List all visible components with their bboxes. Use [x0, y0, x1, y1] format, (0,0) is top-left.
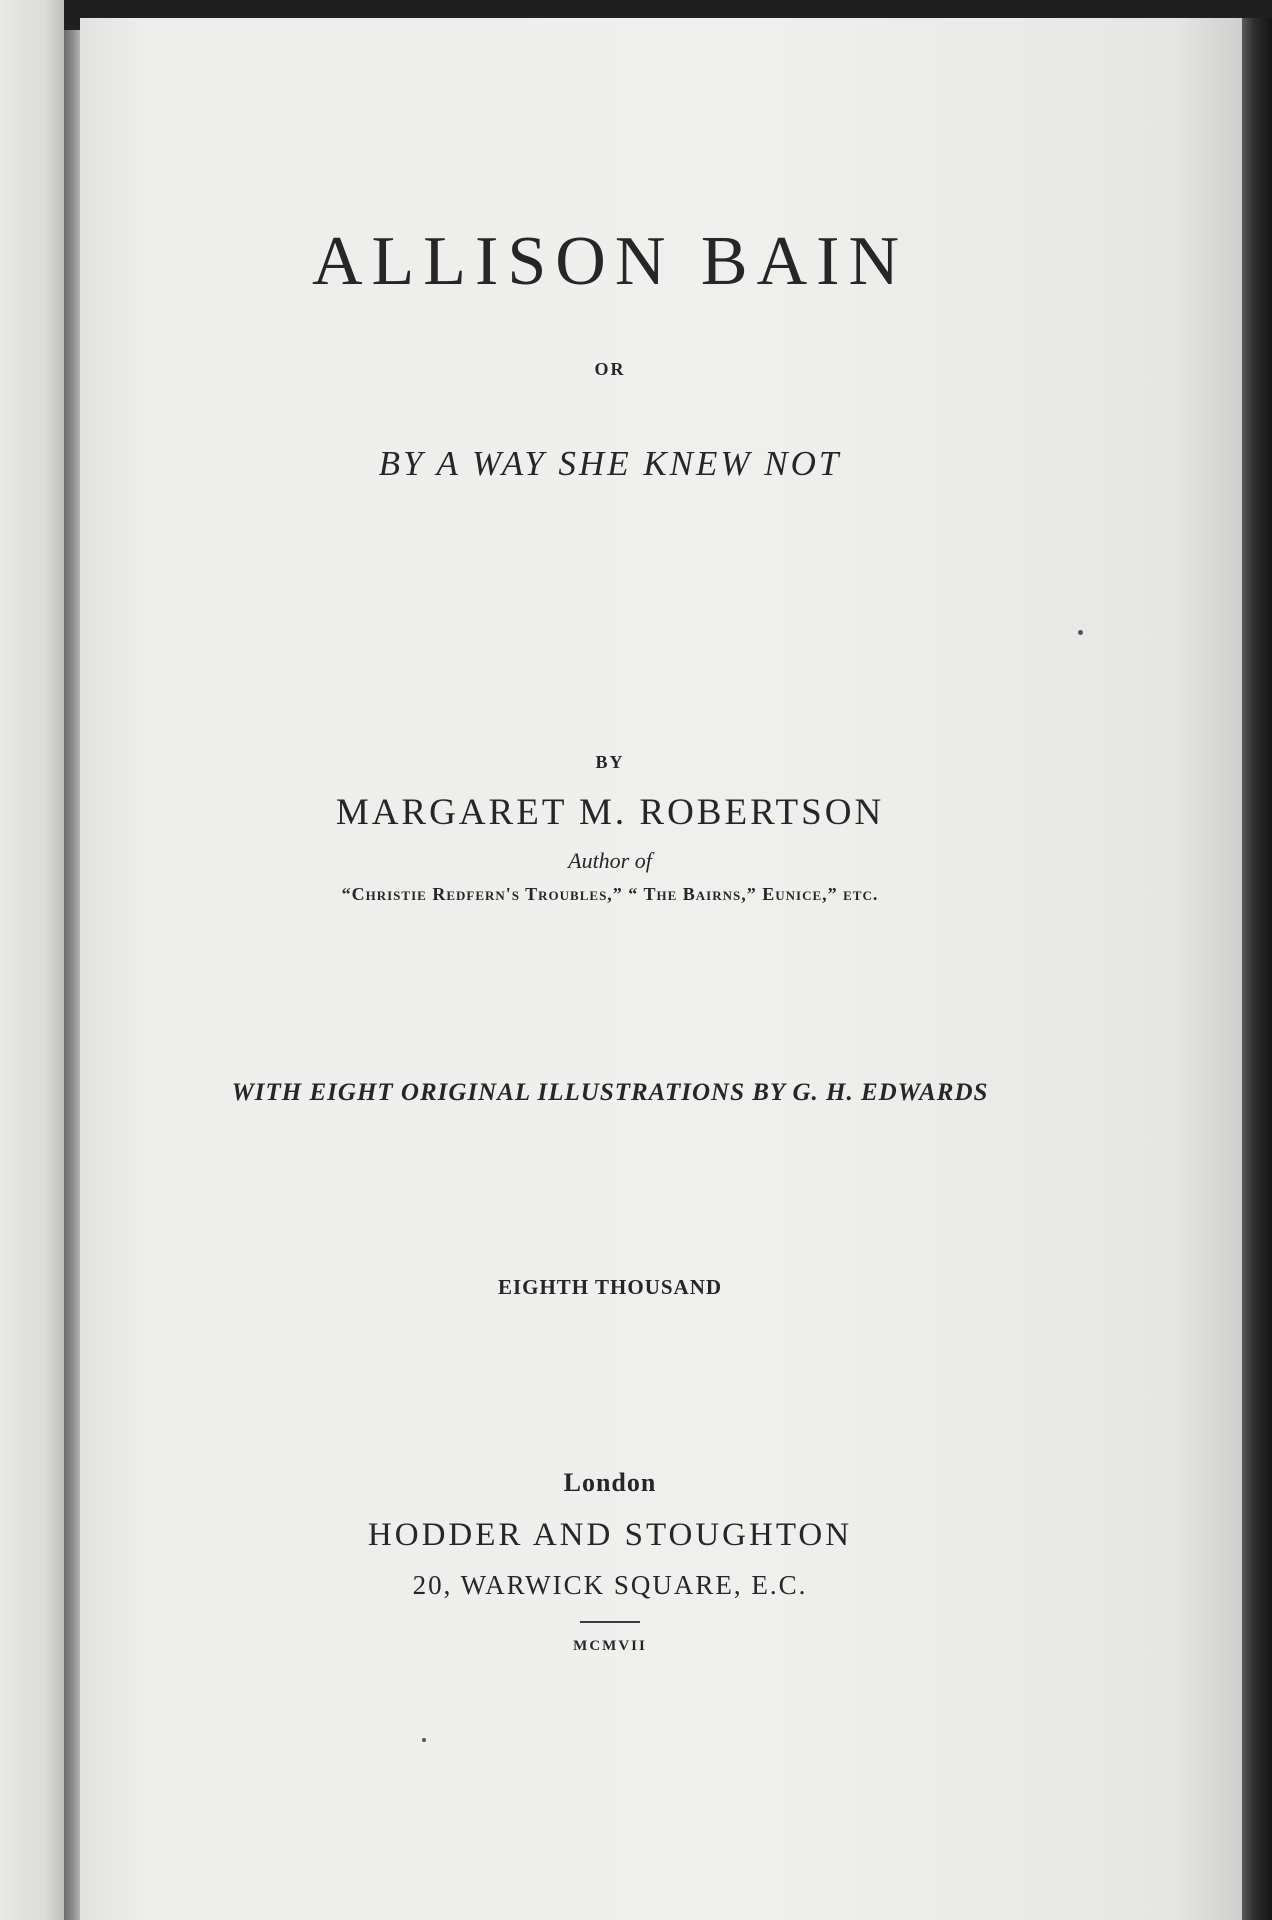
- publication-city: London: [563, 1468, 657, 1497]
- facing-page-edge: [0, 0, 64, 1920]
- other-works-list: “Christie Redfern's Troubles,” “ The Bairns,” Eunice,” etc.: [341, 884, 879, 904]
- page-shadow-edge: [1242, 18, 1272, 1920]
- illustrations-credit: WITH EIGHT ORIGINAL ILLUSTRATIONS BY G. H. EDWARDS: [231, 1079, 989, 1106]
- book-subtitle: BY A WAY SHE KNEW NOT: [378, 444, 842, 483]
- publication-year: MCMVII: [573, 1638, 647, 1654]
- byline-label: BY: [595, 752, 625, 772]
- author-name: MARGARET M. ROBERTSON: [335, 792, 885, 833]
- book-gutter: [64, 30, 80, 1920]
- title-page: [80, 18, 1242, 1920]
- ink-speck: [422, 1738, 426, 1742]
- publisher-name: HODDER AND STOUGHTON: [367, 1517, 853, 1553]
- edition-note: EIGHTH THOUSAND: [497, 1275, 723, 1299]
- ink-speck: [1078, 630, 1083, 635]
- author-of-label: Author of: [568, 848, 652, 873]
- divider-rule: [580, 1621, 640, 1623]
- conjunction-or: OR: [594, 359, 626, 379]
- publisher-address: 20, WARWICK SQUARE, E.C.: [412, 1570, 808, 1600]
- book-title: ALLISON BAIN: [311, 223, 909, 300]
